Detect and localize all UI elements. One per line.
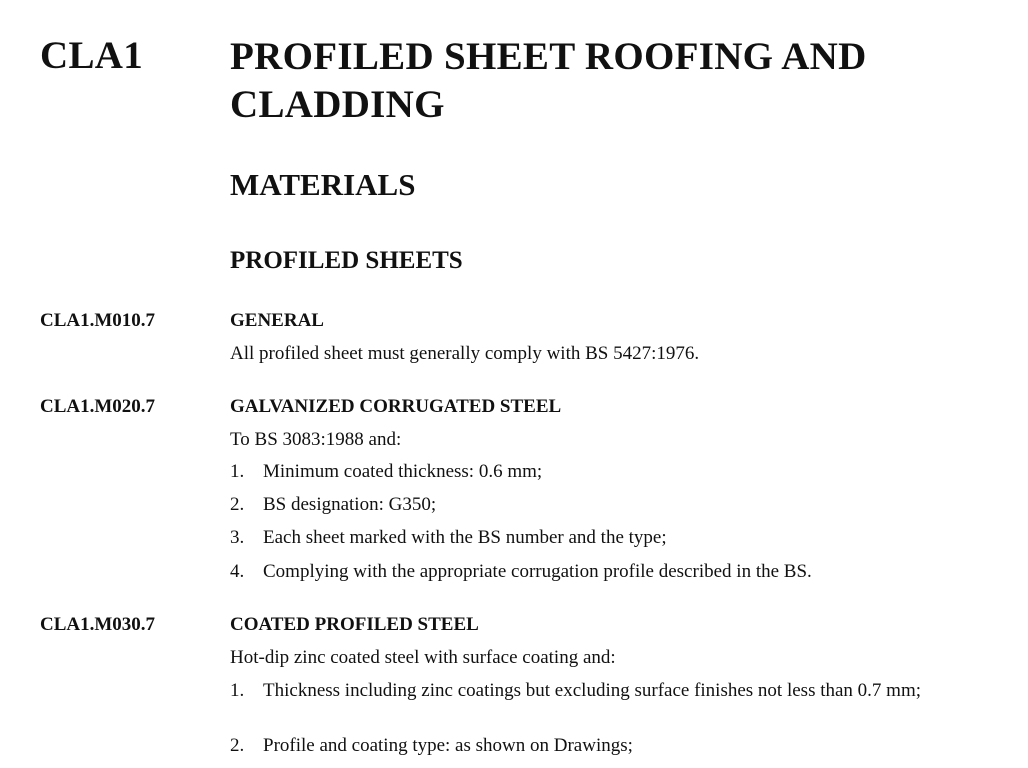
list-item-number: 2.	[230, 735, 245, 756]
list-item	[230, 561, 932, 583]
list-item	[230, 494, 932, 516]
list-item	[230, 680, 932, 702]
materials-heading: MATERIALS	[230, 167, 416, 202]
list-item-text: Profile and coating type: as shown on Drawings;	[263, 735, 633, 756]
clause-intro-general: All profiled sheet must generally comply with BS 5427:1976.	[230, 343, 700, 364]
list-item-number: 2.	[230, 494, 245, 515]
list-item-text: Each sheet marked with the BS number and the type;	[263, 527, 667, 548]
clause-code-m030: CLA1.M030.7	[40, 614, 156, 635]
list-item	[230, 735, 932, 757]
clause-intro-galvanized: To BS 3083:1988 and:	[230, 429, 402, 450]
clause-intro-coated: Hot-dip zinc coated steel with surface coating and:	[230, 647, 616, 668]
list-item-number: 4.	[230, 561, 245, 582]
list-item-text: Thickness including zinc coatings but excluding surface finishes not less than 0.7 mm;	[263, 680, 922, 701]
section-code: CLA1	[40, 34, 144, 77]
list-item-number: 3.	[230, 527, 245, 548]
list-item-text: Complying with the appropriate corrugation profile described in the BS.	[263, 561, 812, 582]
profiled-sheets-heading: PROFILED SHEETS	[230, 247, 463, 274]
list-item-text: BS designation: G350;	[263, 494, 437, 515]
list-item-text: Minimum coated thickness: 0.6 mm;	[263, 461, 543, 482]
clause-code-m020: CLA1.M020.7	[40, 396, 156, 417]
list-item-number: 1.	[230, 461, 245, 482]
section-title: PROFILED SHEET ROOFING AND CLADDING	[230, 35, 867, 126]
list-item-number: 1.	[230, 680, 245, 701]
list-item	[230, 461, 932, 483]
clause-title-general: GENERAL	[230, 310, 324, 331]
list-item	[230, 527, 932, 549]
clause-code-m010: CLA1.M010.7	[40, 310, 156, 331]
clause-title-coated: COATED PROFILED STEEL	[230, 614, 479, 635]
clause-title-galvanized: GALVANIZED CORRUGATED STEEL	[230, 396, 562, 417]
